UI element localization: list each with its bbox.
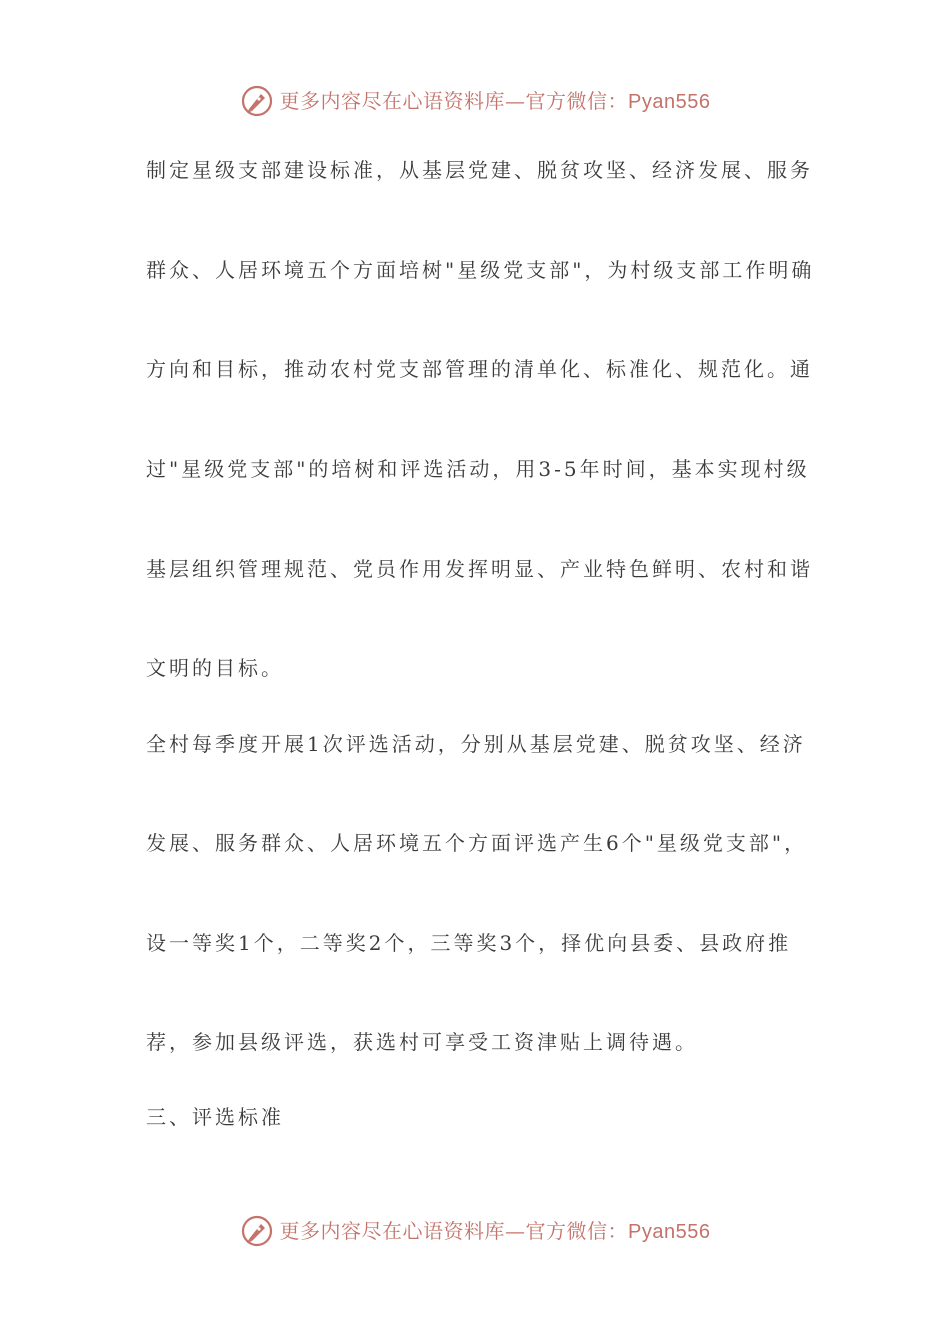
watermark-text bbox=[280, 86, 711, 117]
pen-nib-icon bbox=[240, 1214, 274, 1248]
text-line: 群众、人居环境五个方面培树"星级党支部"，为村级支部工作明确 bbox=[146, 258, 815, 282]
text-line: 文明的目标。 bbox=[146, 656, 284, 680]
text-line: 过"星级党支部"的培树和评选活动，用3-5年时间，基本实现村级 bbox=[146, 457, 810, 481]
pen-nib-icon bbox=[240, 84, 274, 118]
text-line: 基层组织管理规范、党员作用发挥明显、产业特色鲜明、农村和谐 bbox=[146, 557, 813, 581]
footer-watermark bbox=[0, 1214, 950, 1248]
watermark-wechat-id: Pyan556 bbox=[628, 1220, 711, 1243]
watermark-separator: — bbox=[505, 1218, 526, 1243]
watermark-brand: 更多内容尽在心语资料库 bbox=[279, 1218, 506, 1243]
text-line: 设一等奖1个，二等奖2个，三等奖3个，择优向县委、县政府推 bbox=[146, 931, 792, 955]
watermark-brand: 更多内容尽在心语资料库 bbox=[279, 88, 506, 113]
watermark-official: 官方微信： bbox=[525, 1218, 629, 1243]
watermark-separator: — bbox=[505, 88, 526, 113]
header-watermark bbox=[0, 84, 950, 118]
section-heading: 三、评选标准 bbox=[146, 1105, 284, 1129]
text-line: 荐，参加县级评选，获选村可享受工资津贴上调待遇。 bbox=[146, 1030, 698, 1054]
text-line: 发展、服务群众、人居环境五个方面评选产生6个"星级党支部"， bbox=[146, 831, 808, 855]
watermark-wechat-id: Pyan556 bbox=[628, 90, 711, 113]
watermark-official: 官方微信： bbox=[525, 88, 629, 113]
text-line: 全村每季度开展1次评选活动，分别从基层党建、脱贫攻坚、经济 bbox=[146, 732, 806, 756]
text-line: 方向和目标，推动农村党支部管理的清单化、标准化、规范化。通 bbox=[146, 357, 813, 381]
watermark-text bbox=[280, 1216, 711, 1247]
text-line: 制定星级支部建设标准，从基层党建、脱贫攻坚、经济发展、服务 bbox=[146, 158, 813, 182]
